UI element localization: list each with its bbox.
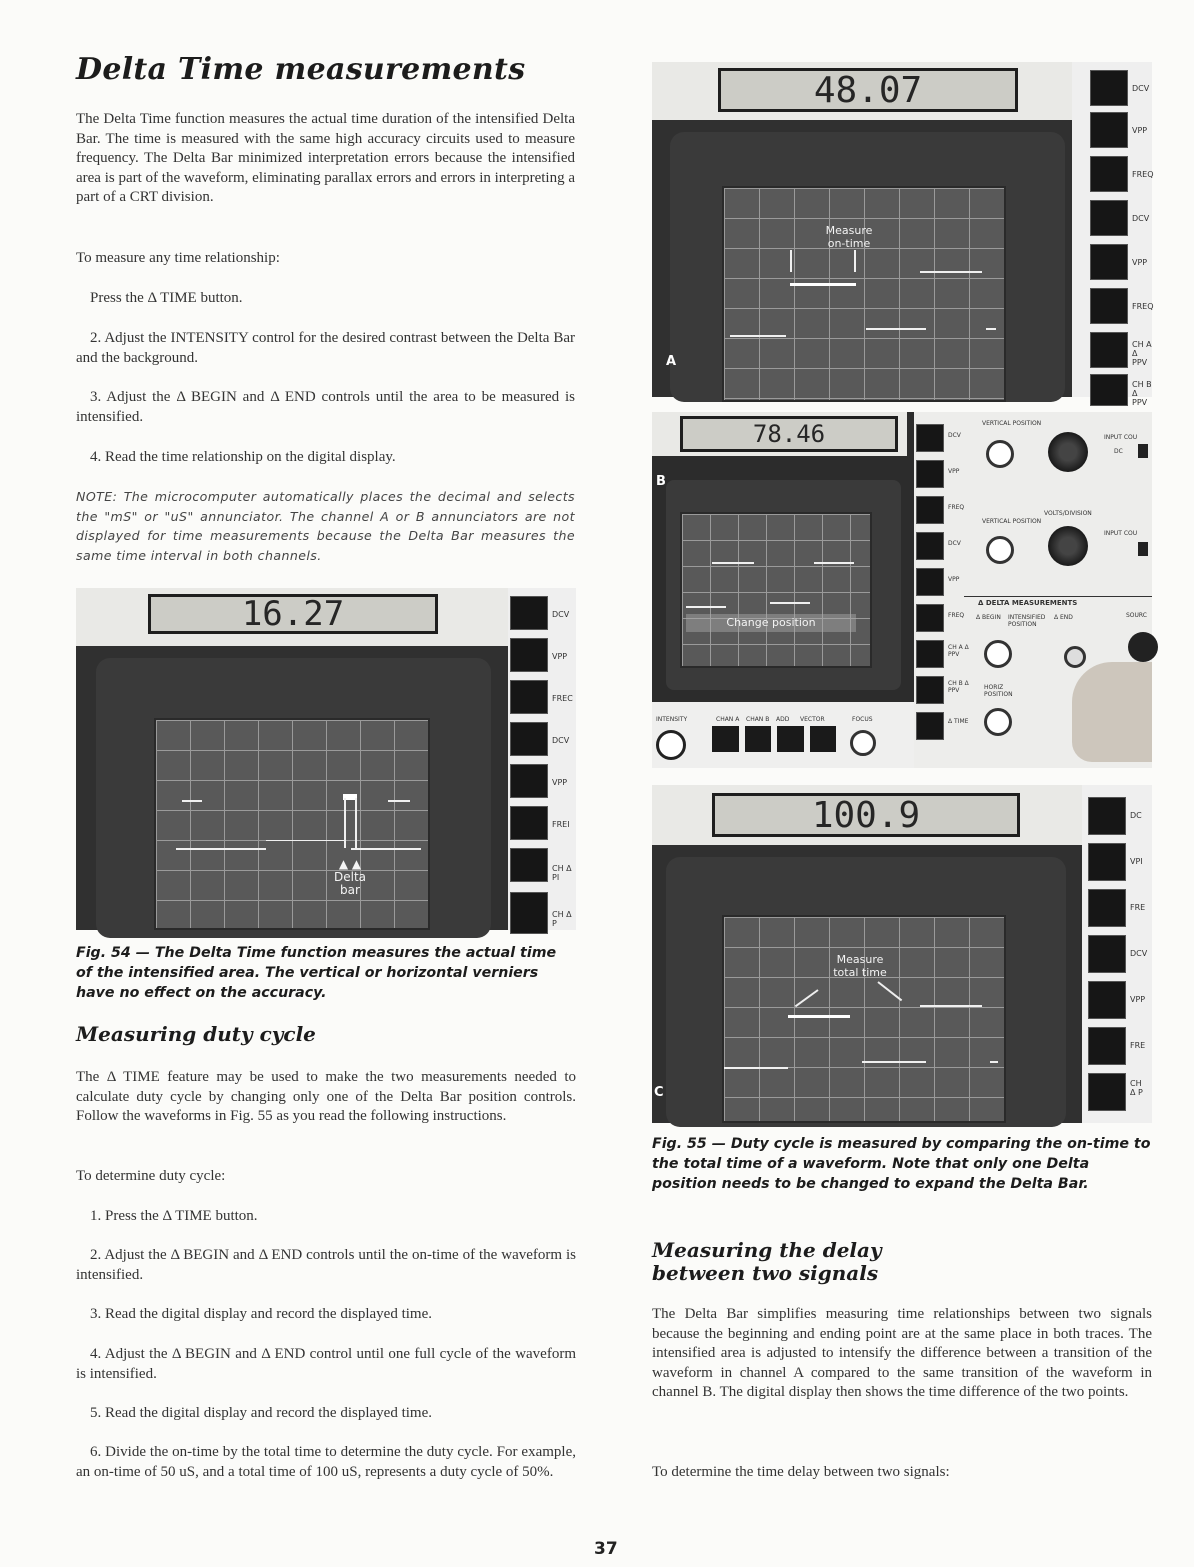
chan-b-button[interactable] [745,726,772,752]
button-b-freq-2[interactable] [916,604,944,632]
duty-step-1: 1. Press the Δ TIME button. [90,1208,258,1224]
duty-lead: To determine duty cycle: [76,1168,226,1184]
delta-begin-knob[interactable] [984,640,1012,668]
vertical-position-knob-b[interactable] [986,536,1014,564]
crt-screen-a: Measure on-time [722,186,1006,402]
button-b-freq[interactable] [916,496,944,524]
figure-label-c: C [654,1085,664,1100]
button-b-delta-time[interactable] [916,712,944,740]
figure-55b-photo: 78.46 B Change position INTENSITY CHAN A CHAN B ADD VECTOR FOCUS DCV VPP FREQ DCV VPP FREQ CH A Δ PPV CH B Δ PPV Δ TIME VERTICAL POSITION INPUT COU DC VOLTS/DIVISION VERTICAL POSITION INPUT COU Δ DELTA MEASUREMENTS SOURC Δ BEGIN INTENSIFIED POSITION Δ END HORIZ POSITION [652,412,1152,768]
button-c-dcv[interactable] [1088,797,1126,835]
figure-label-b: B [656,474,666,489]
delay-intro: The Delta Bar simplifies measuring time relationships between two signals because the beginning and ending point are at the same place in both traces. The intensified area is adjusted to intensify the difference between a transition of the waveform in channel A compared to the same transition of the waveform in channel B. The digital display then shows the time difference of the two points. [652,1306,1152,1400]
step-4: 4. Read the time relationship on the digital display. [90,449,396,465]
button-c-freq[interactable] [1088,889,1126,927]
figure-label-a: A [666,354,677,369]
button-c-vpp-2[interactable] [1088,981,1126,1019]
button-a-dcv-2[interactable] [1090,200,1128,236]
button-vpp[interactable] [510,638,548,672]
duty-step-2: 2. Adjust the Δ BEGIN and Δ END controls until the on-time of the waveform is intensified. [76,1247,576,1283]
button-dcv-2[interactable] [510,722,548,756]
digital-display-b: 78.46 [680,416,898,452]
vector-button[interactable] [810,726,837,752]
duty-cycle-heading: Measuring duty cycle [76,1022,316,1046]
add-button[interactable] [777,726,804,752]
button-a-ch-b[interactable] [1090,374,1128,406]
intro-paragraph: The Delta Time function measures the actual time duration of the intensified Delta Bar. The time is measured with the same high accuracy circuits used to measure frequency. The Delta Bar minimized interpretation errors because the intensified area is part of the waveform, eliminating parallax errors and errors in interpreting a part of a CRT division. [76,111,575,205]
button-a-vpp-2[interactable] [1090,244,1128,280]
note-paragraph: NOTE: The microcomputer automatically places the decimal and selects the "mS" or "uS" annunciator. The channel A or B annunciators are not displayed for time measurements because the Delta Bar measures the same time interval in both channels. [76,489,575,563]
overlay-bar: bar [340,883,360,897]
source-knob[interactable] [1128,632,1158,662]
delay-heading: Measuring the delay between two signals [652,1238,882,1285]
page-title: Delta Time measurements [76,52,526,87]
overlay-change-position: Change position [726,616,816,629]
delay-lead: To determine the time delay between two signals: [652,1464,950,1480]
overlay-delta: Delta [333,870,366,884]
volts-division-knob-b[interactable] [1048,526,1088,566]
duty-step-4: 4. Adjust the Δ BEGIN and Δ END control until one full cycle of the waveform is intensified. [76,1346,576,1382]
button-ch-a[interactable] [510,848,548,882]
button-c-ch[interactable] [1088,1073,1126,1111]
button-b-ch-a[interactable] [916,640,944,668]
button-dcv[interactable] [510,596,548,630]
button-c-freq-2[interactable] [1088,1027,1126,1065]
button-a-freq[interactable] [1090,156,1128,192]
step-3: 3. Adjust the Δ BEGIN and Δ END controls until the area to be measured is intensified. [76,389,575,425]
button-b-ch-b[interactable] [916,676,944,704]
button-a-dcv[interactable] [1090,70,1128,106]
crt-screen [154,718,430,930]
duty-step-6: 6. Divide the on-time by the total time to determine the duty cycle. For example, an on-time of 50 uS, and a total time of 100 uS, represents a duty cycle of 50%. [76,1444,576,1480]
digital-display: 16.27 [148,594,438,634]
steps-lead: To measure any time relationship: [76,250,280,266]
crt-screen-c: Measure total time [722,915,1006,1123]
page-number: 37 [594,1539,618,1559]
horiz-position-knob[interactable] [984,708,1012,736]
hand [1072,662,1152,762]
duty-intro: The Δ TIME feature may be used to make the two measurements needed to calculate duty cycle by changing only one of the Delta Bar position controls. Follow the waveforms in Fig. 55 as you read the following instructions. [76,1069,576,1124]
button-a-freq-2[interactable] [1090,288,1128,324]
crt-screen-b [680,512,872,668]
digital-display-c: 100.9 [712,793,1020,837]
figure-54-photo: 16.27 ▲ ▲ Delta bar DCV VPP FREC DCV VPP FREI CH Δ PI CH Δ P [76,588,576,930]
button-freq[interactable] [510,680,548,714]
delta-end-knob[interactable] [1064,646,1086,668]
delta-measurements-label: Δ DELTA MEASUREMENTS [978,599,1078,607]
button-a-vpp[interactable] [1090,112,1128,148]
duty-step-3: 3. Read the digital display and record the displayed time. [90,1306,432,1322]
button-c-vpp[interactable] [1088,843,1126,881]
button-b-vpp-2[interactable] [916,568,944,596]
figure-55c-photo: 100.9 Measure total time C DC VPI FRE DCV VPP FRE CH Δ P [652,785,1152,1123]
figure-54-caption: Fig. 54 — The Delta Time function measures the actual time of the intensified area. The vertical or horizontal verniers have no effect on the accuracy. [76,945,557,1001]
volts-division-knob-a[interactable] [1048,432,1088,472]
vertical-position-knob-a[interactable] [986,440,1014,468]
button-a-ch-a[interactable] [1090,332,1128,368]
digital-display-a: 48.07 [718,68,1018,112]
button-vpp-2[interactable] [510,764,548,798]
button-ch-b[interactable] [510,892,548,934]
button-freq-2[interactable] [510,806,548,840]
button-b-vpp[interactable] [916,460,944,488]
figure-55-caption: Fig. 55 — Duty cycle is measured by comparing the on-time to the total time of a waveform. Note that only one Delta position needs to be changed to expand the Delta Bar. [652,1136,1151,1192]
input-coupling-switch-a[interactable] [1138,444,1148,458]
figure-55a-photo: 48.07 Measure on-time A DCV VPP FREQ DCV VPP FREQ CH A Δ PPV CH B Δ PPV [652,62,1152,397]
duty-step-5: 5. Read the digital display and record the displayed time. [90,1405,432,1421]
button-b-dcv-2[interactable] [916,532,944,560]
input-coupling-switch-b[interactable] [1138,542,1148,556]
focus-knob[interactable] [850,730,876,756]
button-b-dcv[interactable] [916,424,944,452]
step-1: Press the Δ TIME button. [90,290,243,306]
delta-bar-arrows: ▲ ▲ [338,857,362,871]
step-2: 2. Adjust the INTENSITY control for the desired contrast between the Delta Bar and the background. [76,330,575,366]
button-c-dcv-2[interactable] [1088,935,1126,973]
intensity-knob[interactable] [656,730,686,760]
chan-a-button[interactable] [712,726,739,752]
